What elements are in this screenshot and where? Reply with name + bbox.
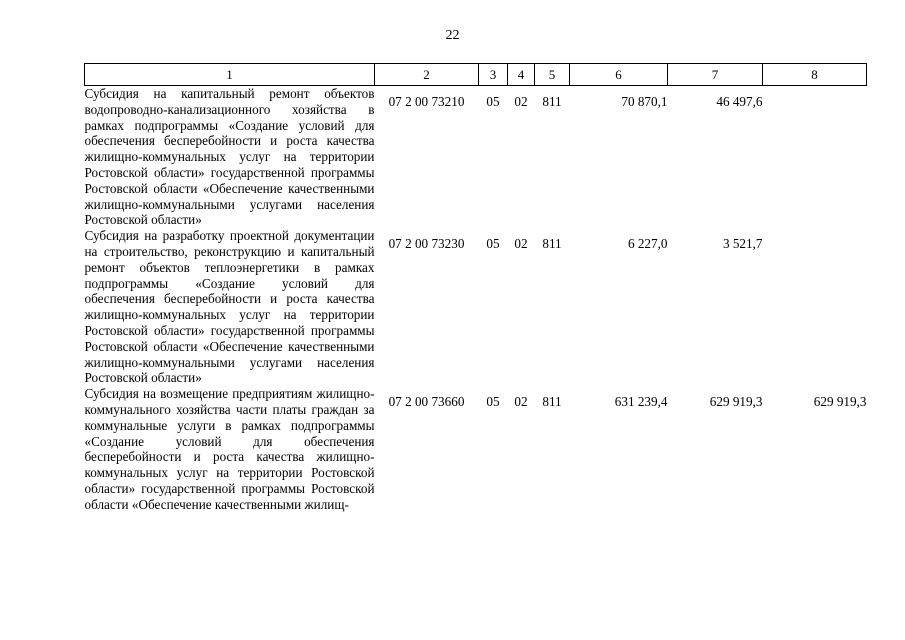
- row-amount-col8: [763, 86, 867, 229]
- row-description: Субсидия на возмещение предприятиям жилищно-коммунального хозяйства части платы граждан за коммунальные услуги в рамках подпрограммы «Создание условий для обеспечения бесперебойности и роста качества жилищно-коммунальных услуг на территории Ростовской области» государственной программы Ростовской области «Обеспечение качественными жилищ-: [84, 386, 375, 512]
- header-col-5: 5: [535, 64, 570, 86]
- table-row: [85, 386, 867, 512]
- row-section: 05: [486, 94, 500, 109]
- row-subsection: 02: [514, 94, 528, 109]
- header-col-1: 1: [85, 64, 375, 86]
- row-amount-col6: 6 227,0: [627, 236, 668, 252]
- header-col-8: 8: [763, 64, 867, 86]
- row-target-code: 07 2 00 73230: [388, 236, 465, 252]
- row-amount-col6: 631 239,4: [614, 394, 668, 410]
- row-target-code: 07 2 00 73210: [388, 94, 465, 109]
- row-target-code: 07 2 00 73660: [388, 394, 465, 410]
- budget-table: [84, 63, 867, 513]
- row-expense-type: 811: [542, 394, 562, 410]
- header-col-7: 7: [668, 64, 763, 86]
- header-col-6: 6: [570, 64, 668, 86]
- row-expense-type: 811: [542, 236, 562, 252]
- row-subsection: 02: [514, 394, 528, 410]
- table-row: [85, 86, 867, 229]
- row-amount-col7: 46 497,6: [716, 94, 763, 109]
- row-section: 05: [486, 236, 500, 252]
- row-expense-type: 811: [542, 94, 562, 109]
- row-amount-col7: 629 919,3: [709, 394, 763, 410]
- header-col-4: 4: [508, 64, 535, 86]
- row-description: Субсидия на разработку проектной документации на строительство, реконструкцию и капитальный ремонт объектов теплоэнергетики в рамках подпрограммы «Создание условий для обеспечения бесперебойности и роста качества жилищно-коммунальных услуг на территории Ростовской области» государственной программы Ростовской области «Обеспечение качественными жилищно-коммунальными услугами населения Ростовской области»: [84, 228, 375, 386]
- header-col-2: 2: [375, 64, 479, 86]
- table-body: [85, 86, 867, 513]
- row-amount-col6: 70 870,1: [621, 94, 668, 109]
- row-description: Субсидия на капитальный ремонт объектов водопроводно-канализационного хозяйства в рамках подпрограммы «Создание условий для обеспечения бесперебойности и роста качества жилищно-коммунальных услуг на территории Ростовской области» государственной программы Ростовской области «Обеспечение качественными жилищно-коммунальными услугами населения Ростовской области»: [84, 86, 375, 228]
- header-col-3: 3: [479, 64, 508, 86]
- page-number: 22: [445, 28, 460, 43]
- row-section: 05: [486, 394, 500, 410]
- header-row: [85, 64, 867, 86]
- table-header: [85, 64, 867, 86]
- row-amount-col8: 629 919,3: [813, 394, 867, 410]
- table-row: [85, 228, 867, 386]
- row-amount-col8: [763, 228, 867, 386]
- row-subsection: 02: [514, 236, 528, 252]
- row-amount-col7: 3 521,7: [722, 236, 763, 252]
